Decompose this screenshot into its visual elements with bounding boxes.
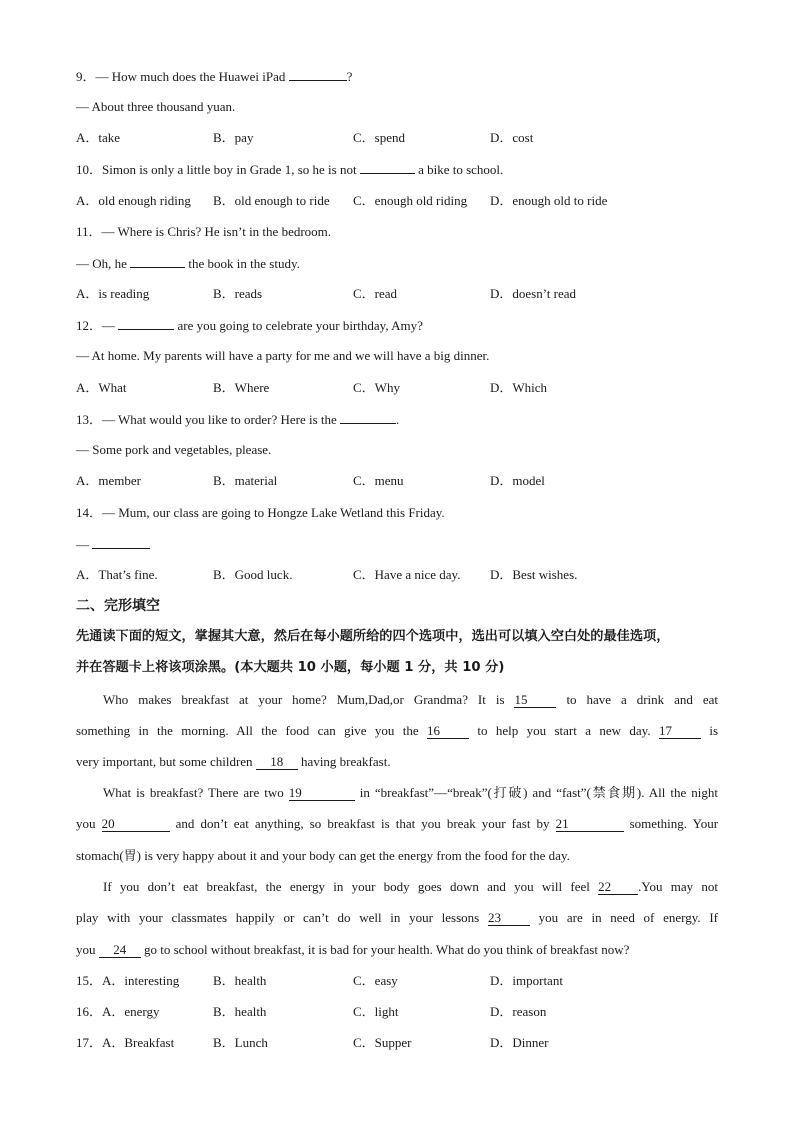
- section-title: 二、完形填空: [76, 598, 160, 614]
- q10-options: [76, 192, 636, 210]
- option-b[interactable]: B．old enough to ride: [213, 193, 330, 208]
- q15-options: [76, 972, 636, 990]
- option-b[interactable]: B．health: [213, 1004, 267, 1019]
- option-c[interactable]: C．enough old riding: [353, 193, 468, 208]
- q14-stem: 14．— Mum, our class are going to Hongze Lake Wetland this Friday.: [76, 505, 445, 520]
- blank-18: 18: [256, 754, 298, 770]
- answer-blank: [92, 535, 150, 549]
- q12-reply: — At home. My parents will have a party for me and we will have a big dinner.: [76, 348, 490, 363]
- q11-stem: 11．— Where is Chris? He isn’t in the bedroom.: [76, 224, 332, 239]
- q9-reply: — About three thousand yuan.: [76, 99, 236, 114]
- blank-19: 19: [289, 785, 355, 801]
- option-b[interactable]: B．health: [213, 973, 267, 988]
- blank-15: 15: [514, 692, 556, 708]
- option-c[interactable]: C．Why: [353, 380, 400, 395]
- option-b[interactable]: B．Where: [213, 380, 270, 395]
- blank-20: 20: [102, 816, 170, 832]
- passage-p2-line-2: you 20 and don’t eat anything, so breakfast is that you break your fast by 21 something. Your: [76, 816, 719, 831]
- option-a[interactable]: 15．A．interesting: [76, 973, 180, 988]
- instructions-line-2: 并在答题卡上将该项涂黑。(本大题共 10 小题，每小题 1 分，共 10 分): [76, 660, 505, 675]
- q11-options: [76, 285, 636, 303]
- option-d[interactable]: D．Best wishes.: [490, 567, 578, 582]
- option-a[interactable]: A．old enough riding: [76, 193, 191, 208]
- option-b[interactable]: B．material: [213, 473, 278, 488]
- option-c[interactable]: C．Have a nice day.: [353, 567, 461, 582]
- passage-p1-line-3: very important, but some children 18 having breakfast.: [76, 754, 391, 769]
- answer-blank: [360, 160, 415, 174]
- instructions-line-1: 先通读下面的短文，掌握其大意，然后在每小题所给的四个选项中，选出可以填入空白处的最佳选项，: [76, 629, 670, 644]
- option-d[interactable]: D．cost: [490, 130, 534, 145]
- q9-options: [76, 129, 636, 147]
- option-a[interactable]: A．What: [76, 380, 127, 395]
- blank-21: 21: [556, 816, 624, 832]
- passage-p3-line-1: If you don’t eat breakfast, the energy in your body goes down and you will feel 22 .You may not: [103, 879, 718, 894]
- answer-blank: [118, 316, 174, 330]
- blank-17: 17: [659, 723, 701, 739]
- option-a[interactable]: A．That’s fine.: [76, 567, 158, 582]
- option-a[interactable]: A．member: [76, 473, 141, 488]
- option-c[interactable]: C．spend: [353, 130, 406, 145]
- option-c[interactable]: C．Supper: [353, 1035, 412, 1050]
- blank-22: 22: [598, 879, 638, 895]
- answer-blank: [130, 254, 185, 268]
- q14-reply: —: [76, 535, 150, 554]
- option-a[interactable]: 16．A．energy: [76, 1004, 160, 1019]
- passage-p1-line-1: Who makes breakfast at your home? Mum,Dad,or Grandma? It is 15 to have a drink and eat: [103, 692, 719, 707]
- passage-p2-line-3: stomach(胃) is very happy about it and your body can get the energy from the food for the day.: [76, 848, 570, 863]
- blank-23: 23: [488, 910, 530, 926]
- q14-options: [76, 566, 636, 584]
- option-b[interactable]: B．pay: [213, 130, 254, 145]
- option-b[interactable]: B．Lunch: [213, 1035, 268, 1050]
- option-d[interactable]: D．Which: [490, 380, 548, 395]
- q16-options: [76, 1003, 636, 1021]
- option-a[interactable]: A．take: [76, 130, 121, 145]
- passage-p1-line-2: something in the morning. All the food can give you the 16 to help you start a new day. 17 is: [76, 723, 719, 738]
- q13-options: [76, 472, 636, 490]
- option-a[interactable]: A．is reading: [76, 286, 150, 301]
- option-a[interactable]: 17．A．Breakfast: [76, 1035, 175, 1050]
- option-c[interactable]: C．read: [353, 286, 398, 301]
- q13-stem: 13．— What would you like to order? Here is the .: [76, 412, 400, 427]
- blank-16: 16: [427, 723, 469, 739]
- q12-options: [76, 379, 636, 397]
- q17-options: [76, 1034, 636, 1052]
- blank-24: 24: [99, 942, 141, 958]
- q11-reply: — Oh, he the book in the study.: [76, 256, 300, 271]
- q12-stem: 12．— are you going to celebrate your birthday, Amy?: [76, 318, 423, 333]
- q9-stem: 9．— How much does the Huawei iPad ?: [76, 69, 353, 84]
- passage-p3-line-2: play with your classmates happily or can’t do well in your lessons 23 you are in need of energy. If: [76, 910, 718, 925]
- option-d[interactable]: D．model: [490, 473, 545, 488]
- option-d[interactable]: D．Dinner: [490, 1035, 549, 1050]
- passage-p2-line-1: What is breakfast? There are two 19 in “breakfast”—“break”(打破) and “fast”(禁食期). All the night: [103, 785, 718, 800]
- passage-p3-line-3: you 24 go to school without breakfast, it is bad for your health. What do you think of breakfast now?: [76, 942, 630, 957]
- option-d[interactable]: D．important: [490, 973, 563, 988]
- option-c[interactable]: C．menu: [353, 473, 404, 488]
- option-d[interactable]: D．enough old to ride: [490, 193, 608, 208]
- q13-reply: — Some pork and vegetables, please.: [76, 442, 272, 457]
- answer-blank: [340, 410, 396, 424]
- option-d[interactable]: D．doesn’t read: [490, 286, 577, 301]
- option-d[interactable]: D．reason: [490, 1004, 547, 1019]
- option-b[interactable]: B．reads: [213, 286, 263, 301]
- q10-stem: 10．Simon is only a little boy in Grade 1, so he is not a bike to school.: [76, 162, 504, 177]
- option-c[interactable]: C．easy: [353, 973, 398, 988]
- answer-blank: [289, 67, 347, 81]
- option-b[interactable]: B．Good luck.: [213, 567, 293, 582]
- option-c[interactable]: C．light: [353, 1004, 399, 1019]
